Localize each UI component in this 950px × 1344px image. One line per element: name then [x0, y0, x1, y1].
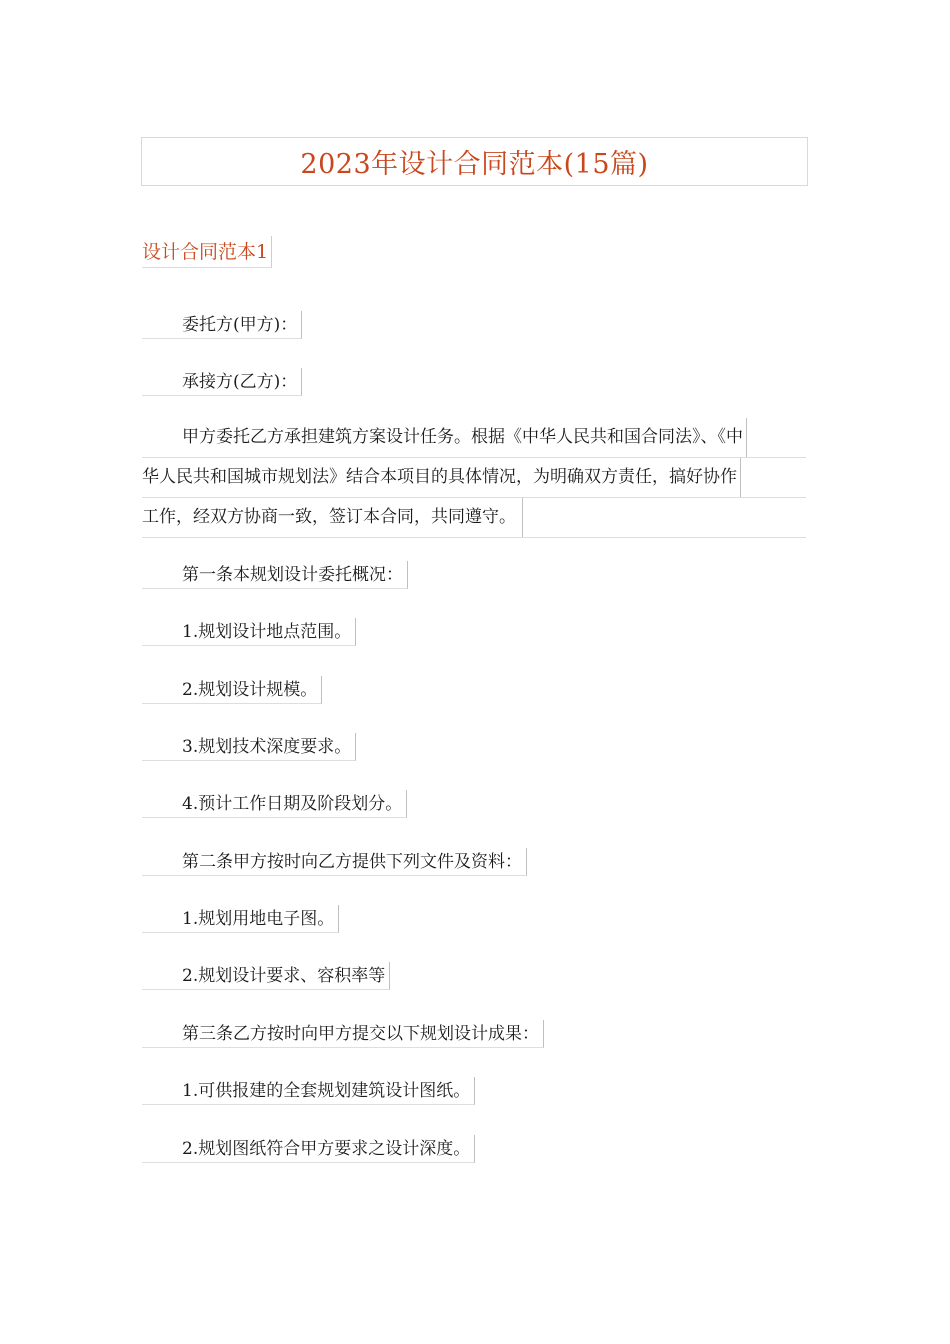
list-item: 2.规划图纸符合甲方要求之设计深度。 — [142, 1135, 475, 1163]
party-b-line: 承接方(乙方)： — [142, 368, 302, 396]
paragraph-line: 华人民共和国城市规划法》结合本项目的具体情况，为明确双方责任，搞好协作 — [142, 458, 806, 498]
title-box — [141, 137, 808, 186]
article-line: 第三条乙方按时向甲方提交以下规划设计成果： — [142, 1020, 544, 1048]
party-a-line: 委托方(甲方)： — [142, 311, 302, 339]
document-title: 2023年设计合同范本(15篇) — [300, 149, 649, 180]
list-item: 1.可供报建的全套规划建筑设计图纸。 — [142, 1077, 475, 1105]
article-line: 第二条甲方按时向乙方提供下列文件及资料： — [142, 848, 527, 876]
list-item: 2.规划设计要求、容积率等 — [142, 962, 390, 990]
list-item: 1.规划用地电子图。 — [142, 905, 339, 933]
article-line: 第一条本规划设计委托概况： — [142, 561, 408, 589]
paragraph-line: 工作，经双方协商一致，签订本合同，共同遵守。 — [142, 498, 806, 538]
list-item: 3.规划技术深度要求。 — [142, 733, 356, 761]
section-heading: 设计合同范本1 — [142, 236, 272, 268]
list-item: 1.规划设计地点范围。 — [142, 618, 356, 646]
paragraph-line: 甲方委托乙方承担建筑方案设计任务。根据《中华人民共和国合同法》、《中 — [142, 418, 806, 458]
intro-paragraph — [142, 418, 806, 538]
list-item: 2.规划设计规模。 — [142, 676, 322, 704]
list-item: 4.预计工作日期及阶段划分。 — [142, 790, 407, 818]
